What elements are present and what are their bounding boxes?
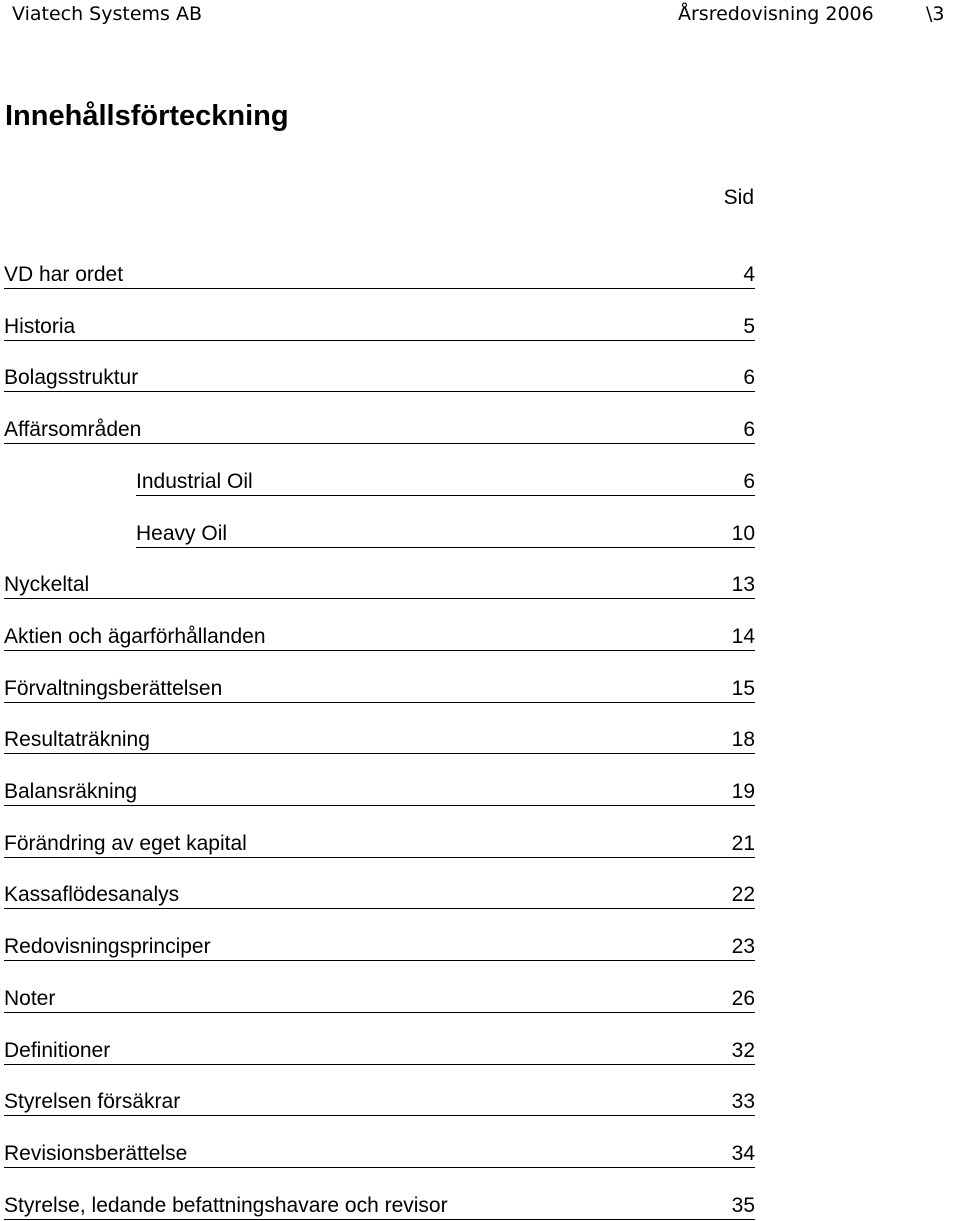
toc-entry-title: Redovisningsprinciper [4,935,211,959]
toc-entry-title: Styrelsen försäkrar [4,1090,181,1114]
header-page-reference: \3 [926,3,945,25]
toc-entry-page-number: 23 [731,935,755,959]
toc-entry-page-number: 15 [731,676,755,700]
toc-entry-page-number: 18 [731,728,755,752]
toc-entry-page-number: 10 [731,521,755,545]
toc-entry-page-number: 6 [743,366,755,390]
toc-entry-page-number: 35 [731,1193,755,1217]
toc-entry[interactable] [4,1137,755,1168]
toc-entry-title: Förvaltningsberättelsen [4,676,223,700]
toc-entry-title: Revisionsberättelse [4,1141,188,1165]
toc-entry-title: Industrial Oil [136,469,253,493]
toc-entry-title: Balansräkning [4,780,138,803]
toc-entry-page-number: 6 [743,418,755,442]
toc-entry[interactable] [4,672,755,703]
toc-entry-page-number: 5 [743,314,755,338]
toc-entry-page-number: 33 [731,1090,755,1114]
toc-entry-page-number: 34 [731,1141,755,1165]
toc-entry-title: Resultaträkning [4,728,150,752]
toc-entry[interactable] [136,517,755,548]
toc-entry-title: Historia [4,314,76,338]
toc-entry[interactable] [136,465,755,496]
header-company-name: Viatech Systems AB [12,3,202,25]
toc-entry[interactable] [4,310,755,341]
toc-entry-page-number: 14 [731,624,755,648]
toc-entry-page-number: 6 [743,469,755,493]
toc-entry-page-number: 4 [743,263,755,286]
toc-entry[interactable] [4,1085,755,1116]
toc-entry[interactable] [4,1189,755,1220]
toc-entry-page-number: 22 [731,883,755,907]
toc-entry[interactable] [4,775,755,806]
toc-entry-title: Aktien och ägarförhållanden [4,624,266,648]
toc-entry-page-number: 21 [731,831,755,855]
toc-entry-title: Styrelse, ledande befattningshavare och revisor [4,1193,448,1217]
toc-entry[interactable] [4,1034,755,1065]
toc-entry-title: Kassaflödesanalys [4,883,180,907]
toc-entry-page-number: 19 [731,780,755,803]
toc-entry-title: Nyckeltal [4,573,90,597]
toc-entry-title: Definitioner [4,1038,111,1062]
toc-entry[interactable] [4,878,755,909]
toc-entry[interactable] [4,361,755,392]
toc-entry-title: Noter [4,986,56,1010]
toc-entry[interactable] [4,723,755,754]
toc-entry[interactable] [4,930,755,961]
toc-entry-page-number: 32 [731,1038,755,1062]
toc-entry[interactable] [4,982,755,1013]
toc-entry[interactable] [4,827,755,858]
toc-entry-title: Heavy Oil [136,521,228,545]
page-column-label: Sid [723,186,754,209]
toc-entry[interactable] [4,568,755,599]
toc-entry[interactable] [4,413,755,444]
toc-entry-title: Förändring av eget kapital [4,831,247,855]
header-report-title: Årsredovisning 2006 [678,3,874,25]
toc-entry-title: Affärsområden [4,418,142,442]
toc-entry-title: Bolagsstruktur [4,366,139,390]
page-header [0,0,960,30]
toc-entry[interactable] [4,620,755,651]
toc-title: Innehållsförteckning [5,100,289,132]
toc-entry-page-number: 26 [731,986,755,1010]
toc-entry-title: VD har ordet [4,263,124,286]
toc-entry[interactable] [4,258,755,289]
toc-entry-page-number: 13 [731,573,755,597]
